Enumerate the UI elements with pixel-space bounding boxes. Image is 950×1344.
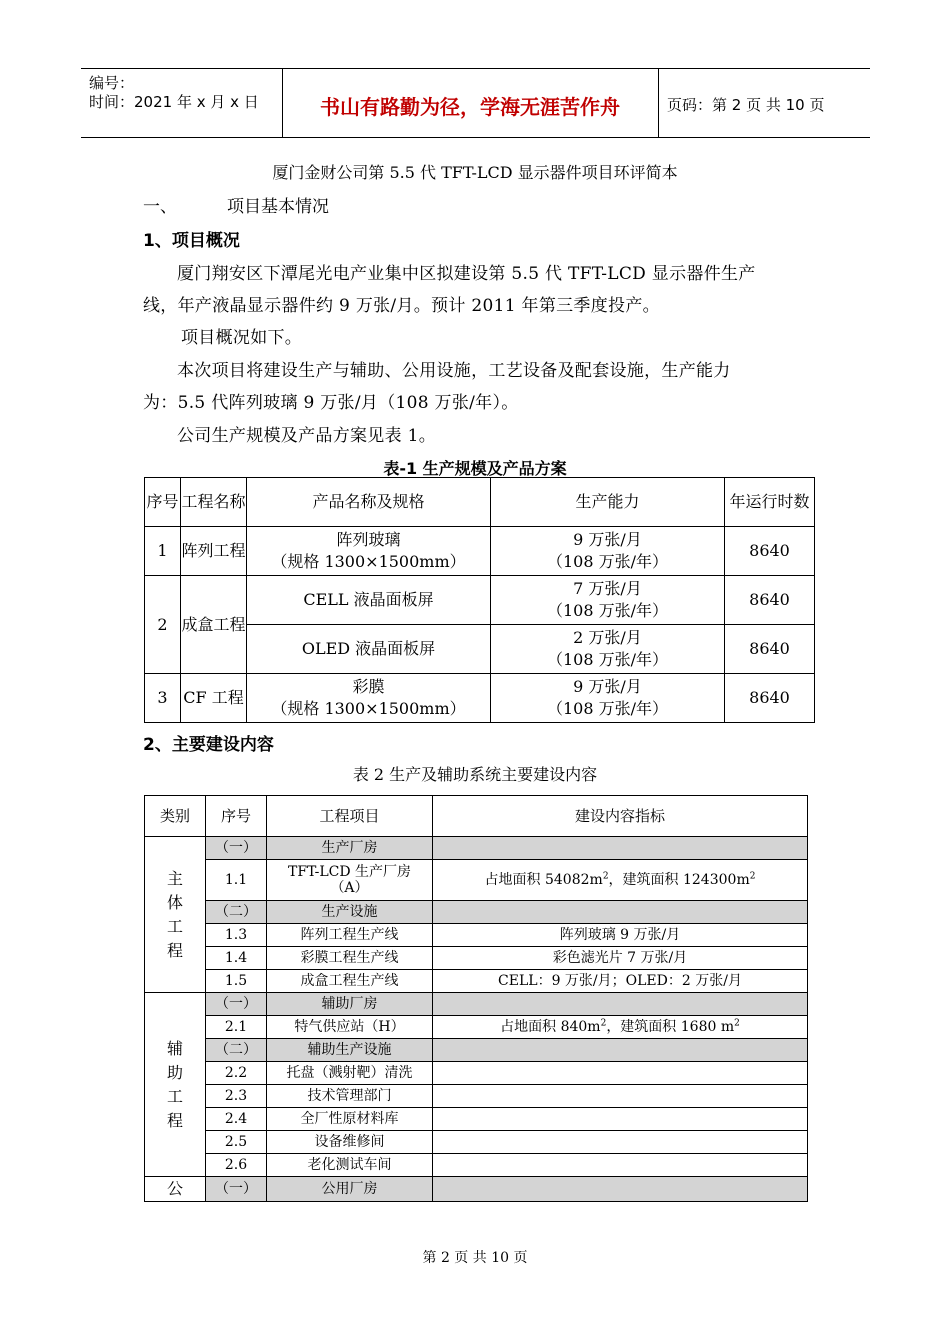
table-production-scale	[144, 477, 815, 723]
table-row	[145, 1062, 808, 1085]
header-page-label: 页码：第 2 页 共 10 页	[667, 96, 825, 114]
product-spec: 阵列玻璃 （规格 1300×1500mm）	[247, 527, 491, 576]
project-name: CF 工程	[181, 674, 247, 723]
table-row	[145, 1016, 808, 1039]
section-title: 项目基本情况	[227, 197, 329, 217]
spec-cell: 阵列玻璃 9 万张/月	[433, 924, 808, 947]
page-header	[81, 68, 870, 138]
spec-cell: CELL：9 万张/月；OLED：2 万张/月	[433, 970, 808, 993]
row-number: 2.6	[206, 1154, 267, 1177]
project-item: TFT-LCD 生产厂房 （A）	[267, 860, 433, 901]
doc-title: 厦门金财公司第 5.5 代 TFT-LCD 显示器件项目环评简本	[272, 163, 678, 182]
row-number: 1.3	[206, 924, 267, 947]
category-public: 公	[145, 1177, 206, 1202]
row-number: 2.4	[206, 1108, 267, 1131]
header-cell: 生产能力	[491, 478, 725, 527]
header-cell: 建设内容指标	[433, 796, 808, 837]
table-row	[145, 1039, 808, 1062]
spec-cell: 占地面积 $840m^2$，建筑面积 1680 $m^2$	[433, 1016, 808, 1039]
row-number: （二）	[206, 1039, 267, 1062]
table-row	[145, 1154, 808, 1177]
paragraph-4: 公司生产规模及产品方案见表 1。	[177, 426, 437, 446]
paragraph-3-line-1: 本次项目将建设生产与辅助、公用设施，工艺设备及配套设施，生产能力	[177, 361, 731, 381]
project-item: 托盘（溅射靶）清洗	[267, 1062, 433, 1085]
project-item: 辅助生产设施	[267, 1039, 433, 1062]
doc-time-label: 时间：2021 年 x 月 x 日	[89, 93, 259, 111]
table-row	[145, 527, 815, 576]
table1-caption: 表-1 生产规模及产品方案	[383, 459, 567, 478]
doc-number-label: 编号：	[89, 74, 135, 92]
table-header-row	[145, 478, 815, 527]
product-spec: CELL 液晶面板屏	[247, 576, 491, 625]
project-item: 阵列工程生产线	[267, 924, 433, 947]
row-number: （一）	[206, 993, 267, 1016]
project-item: 老化测试车间	[267, 1154, 433, 1177]
table-row	[145, 947, 808, 970]
project-item: 技术管理部门	[267, 1085, 433, 1108]
header-cell: 产品名称及规格	[247, 478, 491, 527]
header-cell: 类别	[145, 796, 206, 837]
category-main: 主 体 工 程	[145, 837, 206, 993]
header-page-cell	[659, 69, 870, 137]
table-row	[145, 1131, 808, 1154]
table-row	[145, 674, 815, 723]
capacity: 9 万张/月 （108 万张/年）	[491, 674, 725, 723]
project-item: 生产厂房	[267, 837, 433, 860]
capacity: 9 万张/月 （108 万张/年）	[491, 527, 725, 576]
header-cell: 序号	[145, 478, 181, 527]
table-construction-content	[144, 795, 808, 1202]
header-cell: 工程项目	[267, 796, 433, 837]
annual-hours: 8640	[725, 527, 815, 576]
spec-cell	[433, 1039, 808, 1062]
row-number: 1.4	[206, 947, 267, 970]
table-row	[145, 1177, 808, 1202]
row-number: （一）	[206, 1177, 267, 1202]
spec-cell	[433, 1177, 808, 1202]
spec-cell	[433, 1131, 808, 1154]
header-cell: 年运行时数	[725, 478, 815, 527]
table-row	[145, 1108, 808, 1131]
row-number: 2.5	[206, 1131, 267, 1154]
subheading-construction: 2、主要建设内容	[143, 735, 274, 755]
project-name: 成盒工程	[181, 576, 247, 674]
paragraph-3-line-2: 为：5.5 代阵列玻璃 9 万张/月（108 万张/年）。	[143, 393, 519, 413]
row-number: （二）	[206, 901, 267, 924]
table-row	[145, 901, 808, 924]
row-number: 1	[145, 527, 181, 576]
section-number: 一、	[143, 197, 177, 217]
product-spec: OLED 液晶面板屏	[247, 625, 491, 674]
table-row	[145, 860, 808, 901]
project-item: 设备维修间	[267, 1131, 433, 1154]
spec-cell	[433, 901, 808, 924]
spec-cell	[433, 1085, 808, 1108]
annual-hours: 8640	[725, 674, 815, 723]
project-item: 辅助厂房	[267, 993, 433, 1016]
header-motto-cell	[282, 69, 659, 137]
paragraph-1-line-2: 线，年产液晶显示器件约 9 万张/月。预计 2011 年第三季度投产。	[143, 296, 660, 316]
annual-hours: 8640	[725, 576, 815, 625]
table-row	[145, 837, 808, 860]
row-number: 2.1	[206, 1016, 267, 1039]
table-row	[145, 1085, 808, 1108]
row-number: 2	[145, 576, 181, 674]
table-row	[145, 993, 808, 1016]
product-spec: 彩膜 （规格 1300×1500mm）	[247, 674, 491, 723]
project-item: 全厂性原材料库	[267, 1108, 433, 1131]
subheading-overview: 1、项目概况	[143, 231, 240, 251]
header-motto: 书山有路勤为径，学海无涯苦作舟	[320, 95, 620, 119]
project-name: 阵列工程	[181, 527, 247, 576]
row-number: 1.1	[206, 860, 267, 901]
spec-cell	[433, 837, 808, 860]
project-item: 特气供应站（H）	[267, 1016, 433, 1039]
category-auxiliary: 辅 助 工 程	[145, 993, 206, 1177]
row-number: 3	[145, 674, 181, 723]
row-number: 2.2	[206, 1062, 267, 1085]
table-row	[145, 924, 808, 947]
table-header-row	[145, 796, 808, 837]
header-cell: 序号	[206, 796, 267, 837]
paragraph-1-line-1: 厦门翔安区下潭尾光电产业集中区拟建设第 5.5 代 TFT-LCD 显示器件生产	[177, 264, 756, 284]
header-cell: 工程名称	[181, 478, 247, 527]
project-item: 生产设施	[267, 901, 433, 924]
annual-hours: 8640	[725, 625, 815, 674]
row-number: （一）	[206, 837, 267, 860]
project-item: 彩膜工程生产线	[267, 947, 433, 970]
spec-cell	[433, 1108, 808, 1131]
spec-cell	[433, 993, 808, 1016]
row-number: 1.5	[206, 970, 267, 993]
table-row	[145, 970, 808, 993]
spec-cell: 占地面积 $54082m^2$，建筑面积 $124300m^2$	[433, 860, 808, 901]
capacity: 7 万张/月 （108 万张/年）	[491, 576, 725, 625]
table2-caption: 表 2 生产及辅助系统主要建设内容	[352, 765, 598, 784]
row-number: 2.3	[206, 1085, 267, 1108]
table-row	[145, 576, 815, 625]
header-left-cell	[81, 69, 283, 137]
capacity: 2 万张/月 （108 万张/年）	[491, 625, 725, 674]
spec-cell	[433, 1154, 808, 1177]
page-footer: 第 2 页 共 10 页	[422, 1250, 528, 1266]
section-heading-1	[143, 192, 329, 217]
spec-cell: 彩色滤光片 7 万张/月	[433, 947, 808, 970]
project-item: 成盒工程生产线	[267, 970, 433, 993]
spec-cell	[433, 1062, 808, 1085]
paragraph-2: 项目概况如下。	[181, 328, 303, 348]
project-item: 公用厂房	[267, 1177, 433, 1202]
